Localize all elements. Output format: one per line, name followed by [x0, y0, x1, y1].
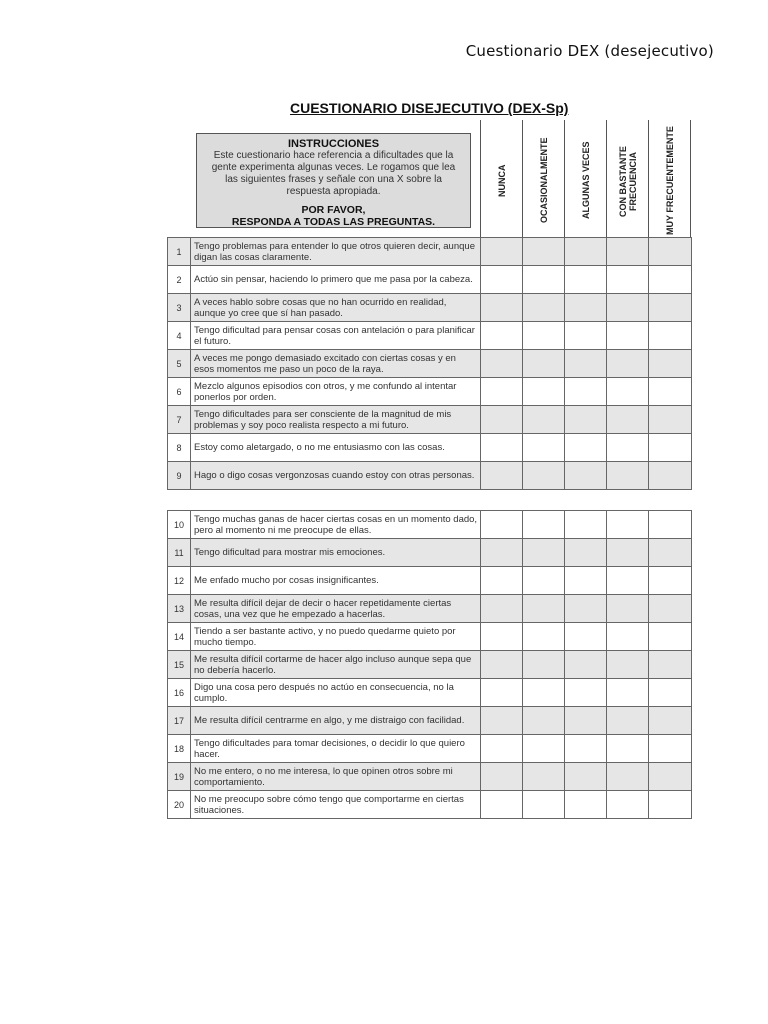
answer-cell-nunca[interactable] — [481, 511, 523, 539]
answer-cell-ocasionalmente[interactable] — [523, 735, 565, 763]
answer-cell-algunas-veces[interactable] — [565, 266, 607, 294]
answer-cell-nunca[interactable] — [481, 679, 523, 707]
answer-cell-con-bastante-frecuencia[interactable] — [607, 679, 649, 707]
answer-cell-muy-frecuentemente[interactable] — [649, 266, 692, 294]
answer-cell-nunca[interactable] — [481, 378, 523, 406]
answer-cell-con-bastante-frecuencia[interactable] — [607, 707, 649, 735]
answer-cell-nunca[interactable] — [481, 763, 523, 791]
answer-cell-algunas-veces[interactable] — [565, 406, 607, 434]
instructions-please — [197, 204, 470, 228]
answer-cell-con-bastante-frecuencia[interactable] — [607, 651, 649, 679]
question-row — [168, 378, 692, 406]
question-number: 2 — [168, 266, 191, 294]
question-row — [168, 434, 692, 462]
question-text: Actúo sin pensar, haciendo lo primero que me pasa por la cabeza. — [191, 266, 481, 294]
question-row — [168, 406, 692, 434]
question-number: 12 — [168, 567, 191, 595]
question-text: Tengo dificultades para tomar decisiones, o decidir lo que quiero hacer. — [191, 735, 481, 763]
answer-cell-ocasionalmente[interactable] — [523, 567, 565, 595]
question-text: Digo una cosa pero después no actúo en consecuencia, no la cumplo. — [191, 679, 481, 707]
question-text: A veces me pongo demasiado excitado con ciertas cosas y en esos momentos me paso un poco de la raya. — [191, 350, 481, 378]
column-header-ocasionalmente — [522, 120, 564, 237]
answer-cell-con-bastante-frecuencia[interactable] — [607, 322, 649, 350]
answer-cell-algunas-veces[interactable] — [565, 679, 607, 707]
answer-cell-nunca[interactable] — [481, 707, 523, 735]
answer-cell-con-bastante-frecuencia[interactable] — [607, 266, 649, 294]
question-row — [168, 322, 692, 350]
question-row — [168, 350, 692, 378]
question-text: Hago o digo cosas vergonzosas cuando estoy con otras personas. — [191, 462, 481, 490]
please-line-1: POR FAVOR, — [301, 204, 366, 216]
answer-cell-ocasionalmente[interactable] — [523, 539, 565, 567]
question-number: 20 — [168, 791, 191, 819]
answer-cell-nunca[interactable] — [481, 539, 523, 567]
please-line-2: RESPONDA A TODAS LAS PREGUNTAS. — [231, 216, 436, 228]
answer-cell-ocasionalmente[interactable] — [523, 322, 565, 350]
answer-cell-nunca[interactable] — [481, 350, 523, 378]
question-row — [168, 707, 692, 735]
answer-cell-con-bastante-frecuencia[interactable] — [607, 238, 649, 266]
answer-cell-con-bastante-frecuencia[interactable] — [607, 539, 649, 567]
answer-cell-ocasionalmente[interactable] — [523, 294, 565, 322]
question-number: 11 — [168, 539, 191, 567]
answer-cell-muy-frecuentemente[interactable] — [649, 238, 692, 266]
question-text: Tengo dificultad para pensar cosas con antelación o para planificar el futuro. — [191, 322, 481, 350]
answer-cell-con-bastante-frecuencia[interactable] — [607, 511, 649, 539]
question-number: 10 — [168, 511, 191, 539]
answer-cell-nunca[interactable] — [481, 406, 523, 434]
answer-cell-nunca[interactable] — [481, 434, 523, 462]
answer-cell-algunas-veces[interactable] — [565, 322, 607, 350]
question-number: 4 — [168, 322, 191, 350]
answer-cell-con-bastante-frecuencia[interactable] — [607, 623, 649, 651]
answer-cell-nunca[interactable] — [481, 651, 523, 679]
question-number: 6 — [168, 378, 191, 406]
answer-cell-algunas-veces[interactable] — [565, 294, 607, 322]
answer-cell-algunas-veces[interactable] — [565, 763, 607, 791]
column-header-nunca — [480, 120, 522, 237]
answer-cell-ocasionalmente[interactable] — [523, 707, 565, 735]
answer-cell-muy-frecuentemente[interactable] — [649, 378, 692, 406]
answer-cell-algunas-veces[interactable] — [565, 238, 607, 266]
answer-cell-con-bastante-frecuencia[interactable] — [607, 567, 649, 595]
column-header-con-bastante-frecuencia — [606, 120, 648, 237]
questionnaire-title: CUESTIONARIO DISEJECUTIVO (DEX-Sp) — [290, 100, 569, 116]
answer-cell-algunas-veces[interactable] — [565, 350, 607, 378]
answer-cell-ocasionalmente[interactable] — [523, 623, 565, 651]
answer-cell-algunas-veces[interactable] — [565, 511, 607, 539]
column-label-ocasionalmente: OCASIONALMENTE — [538, 137, 549, 223]
question-row — [168, 511, 692, 539]
answer-cell-muy-frecuentemente[interactable] — [649, 595, 692, 623]
question-number: 14 — [168, 623, 191, 651]
answer-cell-ocasionalmente[interactable] — [523, 350, 565, 378]
question-row — [168, 238, 692, 266]
question-text: A veces hablo sobre cosas que no han ocurrido en realidad, aunque yo cree que sí han pasado. — [191, 294, 481, 322]
question-row — [168, 679, 692, 707]
answer-cell-muy-frecuentemente[interactable] — [649, 539, 692, 567]
answer-cell-algunas-veces[interactable] — [565, 434, 607, 462]
answer-cell-muy-frecuentemente[interactable] — [649, 294, 692, 322]
column-header-algunas-veces — [564, 120, 606, 237]
column-label-con-bastante: CON BASTANTE — [617, 146, 628, 217]
column-header-muy-frecuentemente — [648, 120, 691, 237]
question-text: Estoy como aletargado, o no me entusiasmo con las cosas. — [191, 434, 481, 462]
question-row — [168, 595, 692, 623]
answer-cell-algunas-veces[interactable] — [565, 462, 607, 490]
answer-cell-algunas-veces[interactable] — [565, 539, 607, 567]
answer-cell-muy-frecuentemente[interactable] — [649, 567, 692, 595]
answer-cell-muy-frecuentemente[interactable] — [649, 322, 692, 350]
answer-cell-muy-frecuentemente[interactable] — [649, 350, 692, 378]
answer-cell-nunca[interactable] — [481, 791, 523, 819]
instructions-body: Este cuestionario hace referencia a dificultades que la gente experimenta algunas veces. Le rogamos que lea las siguientes frases y señale con una X sobre la respuesta apropiada. — [211, 150, 456, 197]
answer-cell-muy-frecuentemente[interactable] — [649, 707, 692, 735]
answer-cell-con-bastante-frecuencia[interactable] — [607, 595, 649, 623]
column-label-frecuencia: FRECUENCIA — [627, 151, 638, 211]
answer-cell-nunca[interactable] — [481, 595, 523, 623]
question-text: Tengo problemas para entender lo que otros quieren decir, aunque digan las cosas claramente. — [191, 238, 481, 266]
question-text: Me resulta difícil dejar de decir o hacer repetidamente ciertas cosas, una vez que he empezado a hacerlas. — [191, 595, 481, 623]
answer-cell-muy-frecuentemente[interactable] — [649, 735, 692, 763]
answer-cell-ocasionalmente[interactable] — [523, 679, 565, 707]
answer-cell-muy-frecuentemente[interactable] — [649, 791, 692, 819]
answer-cell-muy-frecuentemente[interactable] — [649, 651, 692, 679]
answer-cell-ocasionalmente[interactable] — [523, 763, 565, 791]
answer-cell-algunas-veces[interactable] — [565, 791, 607, 819]
question-text: No me preocupo sobre cómo tengo que comportarme en ciertas situaciones. — [191, 791, 481, 819]
answer-cell-ocasionalmente[interactable] — [523, 595, 565, 623]
instructions-heading: INSTRUCCIONES — [287, 138, 380, 150]
question-number: 15 — [168, 651, 191, 679]
answer-cell-nunca[interactable] — [481, 266, 523, 294]
question-number: 9 — [168, 462, 191, 490]
question-text: Mezclo algunos episodios con otros, y me confundo al intentar ponerlos por orden. — [191, 378, 481, 406]
answer-cell-con-bastante-frecuencia[interactable] — [607, 350, 649, 378]
answer-cell-ocasionalmente[interactable] — [523, 406, 565, 434]
answer-cell-ocasionalmente[interactable] — [523, 266, 565, 294]
question-row — [168, 266, 692, 294]
answer-cell-muy-frecuentemente[interactable] — [649, 763, 692, 791]
answer-cell-con-bastante-frecuencia[interactable] — [607, 294, 649, 322]
question-row — [168, 763, 692, 791]
answer-cell-ocasionalmente[interactable] — [523, 238, 565, 266]
question-number: 16 — [168, 679, 191, 707]
question-number: 19 — [168, 763, 191, 791]
question-text: Tiendo a ser bastante activo, y no puedo quedarme quieto por mucho tiempo. — [191, 623, 481, 651]
page-header: Cuestionario DEX (desejecutivo) — [465, 42, 714, 60]
answer-cell-nunca[interactable] — [481, 294, 523, 322]
question-number: 13 — [168, 595, 191, 623]
answer-cell-con-bastante-frecuencia[interactable] — [607, 791, 649, 819]
answer-cell-muy-frecuentemente[interactable] — [649, 462, 692, 490]
answer-cell-con-bastante-frecuencia[interactable] — [607, 462, 649, 490]
question-row — [168, 651, 692, 679]
question-row — [168, 567, 692, 595]
answer-cell-nunca[interactable] — [481, 567, 523, 595]
question-number: 5 — [168, 350, 191, 378]
answer-cell-nunca[interactable] — [481, 322, 523, 350]
answer-cell-muy-frecuentemente[interactable] — [649, 434, 692, 462]
answer-cell-con-bastante-frecuencia[interactable] — [607, 735, 649, 763]
question-text: Tengo dificultades para ser consciente de la magnitud de mis problemas y soy poco realista respecto a mi futuro. — [191, 406, 481, 434]
answer-cell-con-bastante-frecuencia[interactable] — [607, 406, 649, 434]
question-text: Me resulta difícil cortarme de hacer algo incluso aunque sepa que no debería hacerlo. — [191, 651, 481, 679]
answer-cell-muy-frecuentemente[interactable] — [649, 406, 692, 434]
answer-cell-nunca[interactable] — [481, 735, 523, 763]
answer-cell-ocasionalmente[interactable] — [523, 791, 565, 819]
answer-cell-muy-frecuentemente[interactable] — [649, 511, 692, 539]
answer-cell-con-bastante-frecuencia[interactable] — [607, 378, 649, 406]
column-label-algunas-veces: ALGUNAS VECES — [580, 141, 591, 219]
question-row — [168, 539, 692, 567]
answer-cell-algunas-veces[interactable] — [565, 378, 607, 406]
answer-cell-algunas-veces[interactable] — [565, 651, 607, 679]
answer-cell-algunas-veces[interactable] — [565, 735, 607, 763]
questionnaire-table-part-1 — [167, 237, 692, 490]
question-row — [168, 735, 692, 763]
question-number: 8 — [168, 434, 191, 462]
answer-cell-nunca[interactable] — [481, 462, 523, 490]
answer-cell-algunas-veces[interactable] — [565, 623, 607, 651]
answer-cell-muy-frecuentemente[interactable] — [649, 679, 692, 707]
answer-cell-con-bastante-frecuencia[interactable] — [607, 434, 649, 462]
question-text: Tengo dificultad para mostrar mis emociones. — [191, 539, 481, 567]
question-number: 18 — [168, 735, 191, 763]
question-text: Tengo muchas ganas de hacer ciertas cosas en un momento dado, pero al momento ni me preocupe de ellas. — [191, 511, 481, 539]
answer-cell-con-bastante-frecuencia[interactable] — [607, 763, 649, 791]
question-number: 17 — [168, 707, 191, 735]
column-label-nunca: NUNCA — [496, 164, 507, 197]
questionnaire-table-part-2 — [167, 510, 692, 819]
question-row — [168, 462, 692, 490]
answer-cell-algunas-veces[interactable] — [565, 567, 607, 595]
question-text: Me resulta difícil centrarme en algo, y me distraigo con facilidad. — [191, 707, 481, 735]
question-text: Me enfado mucho por cosas insignificantes. — [191, 567, 481, 595]
instructions-box — [196, 133, 471, 228]
answer-cell-ocasionalmente[interactable] — [523, 651, 565, 679]
answer-cell-algunas-veces[interactable] — [565, 595, 607, 623]
answer-cell-nunca[interactable] — [481, 238, 523, 266]
question-number: 7 — [168, 406, 191, 434]
answer-cell-ocasionalmente[interactable] — [523, 462, 565, 490]
question-row — [168, 294, 692, 322]
question-number: 3 — [168, 294, 191, 322]
answer-cell-ocasionalmente[interactable] — [523, 511, 565, 539]
answer-cell-muy-frecuentemente[interactable] — [649, 623, 692, 651]
answer-cell-algunas-veces[interactable] — [565, 707, 607, 735]
question-number: 1 — [168, 238, 191, 266]
column-label-muy-frecuentemente: MUY FRECUENTEMENTE — [664, 126, 675, 235]
question-row — [168, 623, 692, 651]
question-row — [168, 791, 692, 819]
answer-cell-ocasionalmente[interactable] — [523, 434, 565, 462]
answer-cell-nunca[interactable] — [481, 623, 523, 651]
answer-cell-ocasionalmente[interactable] — [523, 378, 565, 406]
question-text: No me entero, o no me interesa, lo que opinen otros sobre mi comportamiento. — [191, 763, 481, 791]
